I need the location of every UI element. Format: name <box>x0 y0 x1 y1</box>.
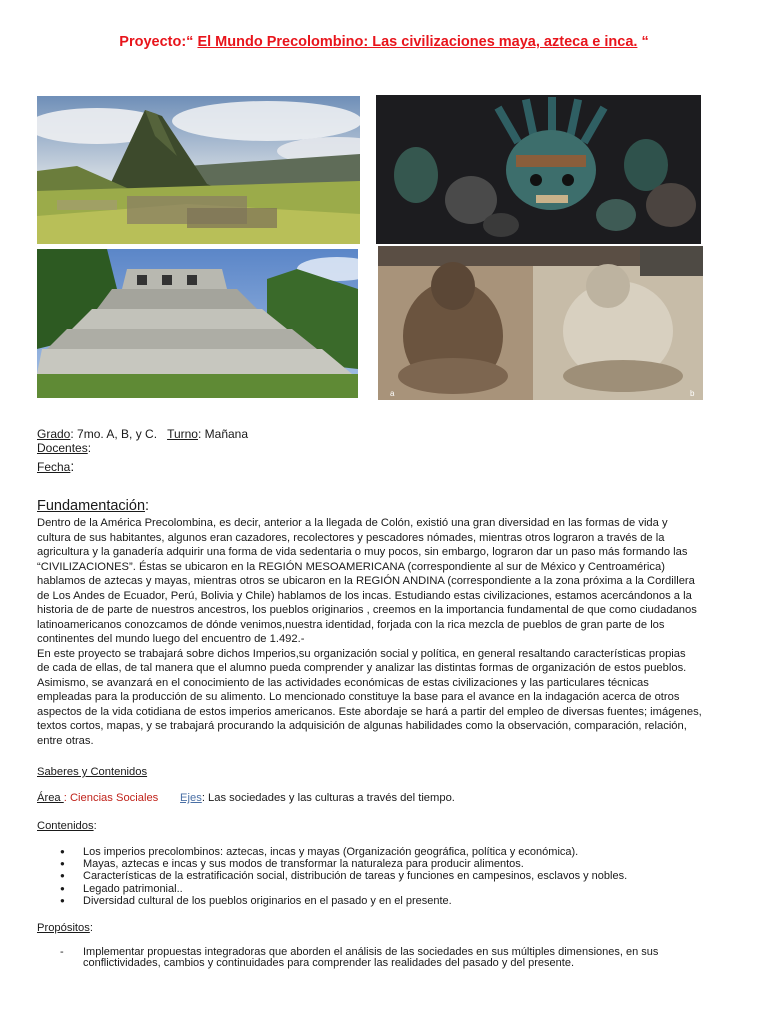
propositos-colon: : <box>89 922 93 934</box>
body-line: latinoamericanos conozcamos de dónde venimos,nuestra identidad, forjada con la rica mezcla de pueblos de gran parte de los <box>37 618 665 631</box>
machu-picchu-image <box>37 96 360 244</box>
fecha-line <box>37 459 74 474</box>
fundamentacion-colon: : <box>145 498 150 514</box>
body-line: de Los Andes de Ecuador, Perú, Bolivia y Chile) hablamos de los incas. Estudiando estas civilizaciones, estamos acercándonos a la <box>37 589 692 602</box>
body-line: empleadas para la producción de su alimento. Lo mencionado constituye la base para el avance en la indagación acerca de otros <box>37 691 680 703</box>
dash-marker: - <box>60 946 64 958</box>
list-item: ● Legado patrimonial.. <box>60 883 627 895</box>
fundamentacion-title: Fundamentación <box>37 498 146 514</box>
body-line: entre otras. <box>37 734 94 747</box>
propositos-title: Propósitos <box>37 922 90 934</box>
body-line: historia de de parte de nuestros ancestros, los pueblos originarios , creemos en la importancia fundamental de que como ciudadanos <box>37 604 697 616</box>
body-line: hablamos de aztecas y mayas, mientras otros se ubicaron en la REGIÓN ANDINA (correspondiente a la zona próxima a la Cordillera <box>37 575 695 587</box>
fundamentacion-heading <box>37 498 149 515</box>
body-line: En este proyecto se trabajará sobre dichos Imperios,su organización social y política, en general resaltando características propias <box>37 647 686 660</box>
body-line: agricultura y la ganadería adquirir una forma de vida sedentaria o muy pocos, sin embargo, lograron dar un paso más formando las <box>37 546 688 558</box>
area-colon: : <box>63 792 70 804</box>
body-line: de cada de ellas, de tal manera que el alumno pueda comprender y analizar las distintas formas de organización de estos pueblos. <box>37 662 687 674</box>
propositos-heading <box>37 921 93 935</box>
docentes-line <box>37 441 91 455</box>
contenidos-heading <box>37 819 97 833</box>
contenidos-colon: : <box>93 820 97 832</box>
area-line <box>37 791 455 805</box>
propositos-text-line-2: conflictividades, cambios y continuidades para comprender las realidades del pasado y del presente. <box>83 956 575 969</box>
fecha-value: : <box>70 458 75 474</box>
ejes-label: Ejes <box>180 792 202 804</box>
grado-value: : 7mo. A, B, y C. <box>70 427 158 441</box>
aztec-artifacts-image <box>376 95 701 244</box>
area-label: Área <box>37 792 64 804</box>
docentes-value: : <box>87 441 92 455</box>
mummy-label-a: a <box>390 389 395 398</box>
project-title <box>0 34 768 50</box>
title-prefix: Proyecto:“ <box>119 34 198 50</box>
body-line: “CIVILIZACIONES”. Éstas se ubicaron en la REGIÓN MESOAMERICANA (correspondiente al sur de México y Centroamérica) <box>37 560 665 573</box>
fundamentacion-body <box>37 516 737 748</box>
maya-pyramid-image <box>37 249 358 398</box>
list-item: ● Características de la estratificación social, distribución de tareas y funciones en campesinos, esclavos y nobles. <box>60 870 627 882</box>
body-line: Dentro de la América Precolombina, es decir, anterior a la llegada de Colón, existió una gran diversidad en las formas de vida y <box>37 517 668 529</box>
contenidos-title: Contenidos <box>37 820 94 832</box>
area-value: Ciencias Sociales <box>69 792 159 804</box>
list-item: ● Mayas, aztecas e incas y sus modos de transformar la naturaleza para producir alimentos. <box>60 858 627 870</box>
grado-line <box>37 427 248 441</box>
fecha-label: Fecha <box>37 460 71 474</box>
title-text: El Mundo Precolombino: Las civilizaciones maya, azteca e inca. <box>197 34 638 50</box>
propositos-text-line-1: Implementar propuestas integradoras que aborden el análisis de las sociedades en sus múltiples dimensiones, en sus <box>83 946 659 958</box>
body-line: Asimismo, se avanzará en el conocimiento de las actividades económicas de estas civilizaciones y las particulares técnicas <box>37 676 649 689</box>
list-item: ● Diversidad cultural de los pueblos originarios en el pasado y en el presente. <box>60 895 627 907</box>
body-line: textos cortos, mapas, y se trabajará procurando la adquisición de algunas habilidades como la observación, comparación, relación, <box>37 720 687 732</box>
turno-label: Turno <box>167 427 198 441</box>
mummy-label-b: b <box>690 389 695 398</box>
turno-value: : Mañana <box>197 427 249 441</box>
title-suffix: “ <box>637 34 649 50</box>
docentes-label: Docentes <box>37 441 88 455</box>
contenidos-list <box>60 846 627 907</box>
saberes-heading: Saberes y Contenidos <box>37 766 148 778</box>
ejes-value: : Las sociedades y las culturas a través del tiempo. <box>201 792 455 804</box>
body-line: aspectos de la vida cotidiana de estos imperios americanos. Este abordaje se hará a partir del empleo de diversas fuentes; imágenes, <box>37 705 702 718</box>
body-line: cultura de sus habitantes, algunos eran cazadores, recolectores y pescadores nómades, mientras otros lograron a través de la <box>37 531 665 544</box>
body-line: continentes del mundo luego del encuentro de 1.492.- <box>37 633 305 645</box>
inca-mummies-image <box>378 246 703 400</box>
grado-label: Grado <box>37 427 71 441</box>
list-item: ● Los imperios precolombinos: aztecas, incas y mayas (Organización geográfica, política y económica). <box>60 846 627 858</box>
